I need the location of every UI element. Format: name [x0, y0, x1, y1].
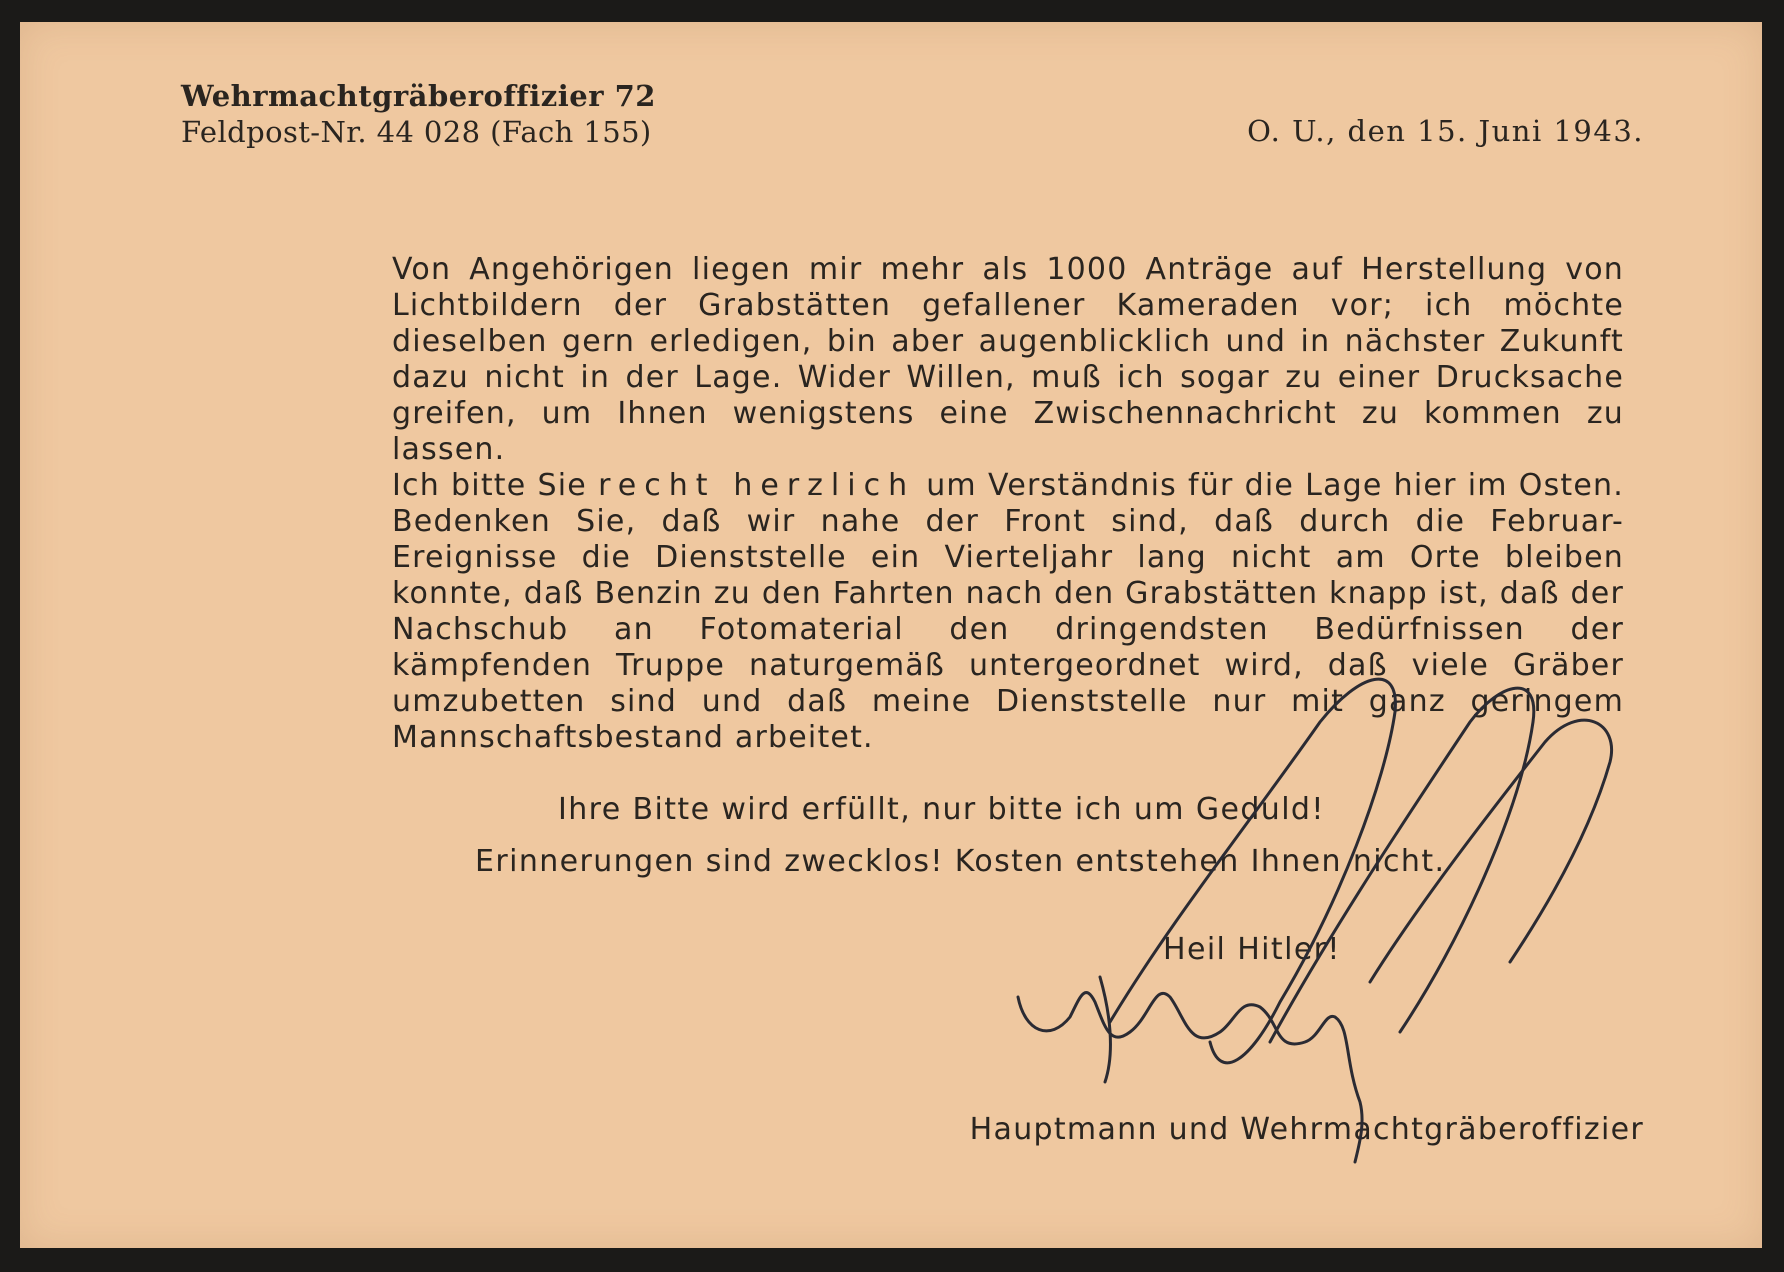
closing-line-2: Erinnerungen sind zwecklos! Kosten entstehen Ihnen nicht.: [475, 844, 1446, 879]
paragraph-2-rest: um Verständnis für die Lage hier im Osten. Bedenken Sie, daß wir nahe der Front sind, daß durch die Februar-Ereignisse die Dienststelle ein Vierteljahr lang nicht am Orte bleiben konnte, daß Benzin zu den Fahrten nach den Grabstätten knapp ist, daß der Nachschub an Fotomaterial den dringendsten Bedürfnissen der kämpfenden Truppe naturgemäß untergeordnet wird, daß viele Gräber umzubetten sind und daß meine Dienststelle nur mit ganz geringem Mannschaftsbestand arbeitet.: [392, 468, 1624, 755]
postcard: [20, 22, 1762, 1248]
paragraph-2-start: Ich bitte Sie: [392, 468, 587, 503]
rank-title: Hauptmann und Wehrmachtgräberoffizier: [969, 1112, 1644, 1147]
feldpost-number: Feldpost-Nr. 44 028 (Fach 155): [181, 115, 652, 149]
dateline: O. U., den 15. Juni 1943.: [1247, 114, 1644, 148]
sender-block: [181, 78, 656, 150]
closing-line-1: Ihre Bitte wird erfüllt, nur bitte ich um Geduld!: [558, 792, 1325, 827]
paragraph-2-emphasis: recht herzlich: [598, 468, 916, 503]
paragraph-2: [392, 468, 1624, 756]
letter-body: [392, 252, 1624, 756]
sender-unit: Wehrmachtgräberoffizier 72: [181, 79, 656, 113]
paragraph-1: Von Angehörigen liegen mir mehr als 1000 Anträge auf Herstellung von Lichtbildern der Grabstätten gefallener Kameraden vor; ich möchte dieselben gern erledigen, bin aber augenblicklich und in nächster Zukunft dazu nicht in der Lage. Wider Willen, muß ich sogar zu einer Drucksache greifen, um Ihnen wenigstens eine Zwischennachricht zu kommen zu lassen.: [392, 252, 1624, 467]
greeting: Heil Hitler!: [1163, 932, 1341, 967]
signature-stroke: [1100, 977, 1110, 1082]
